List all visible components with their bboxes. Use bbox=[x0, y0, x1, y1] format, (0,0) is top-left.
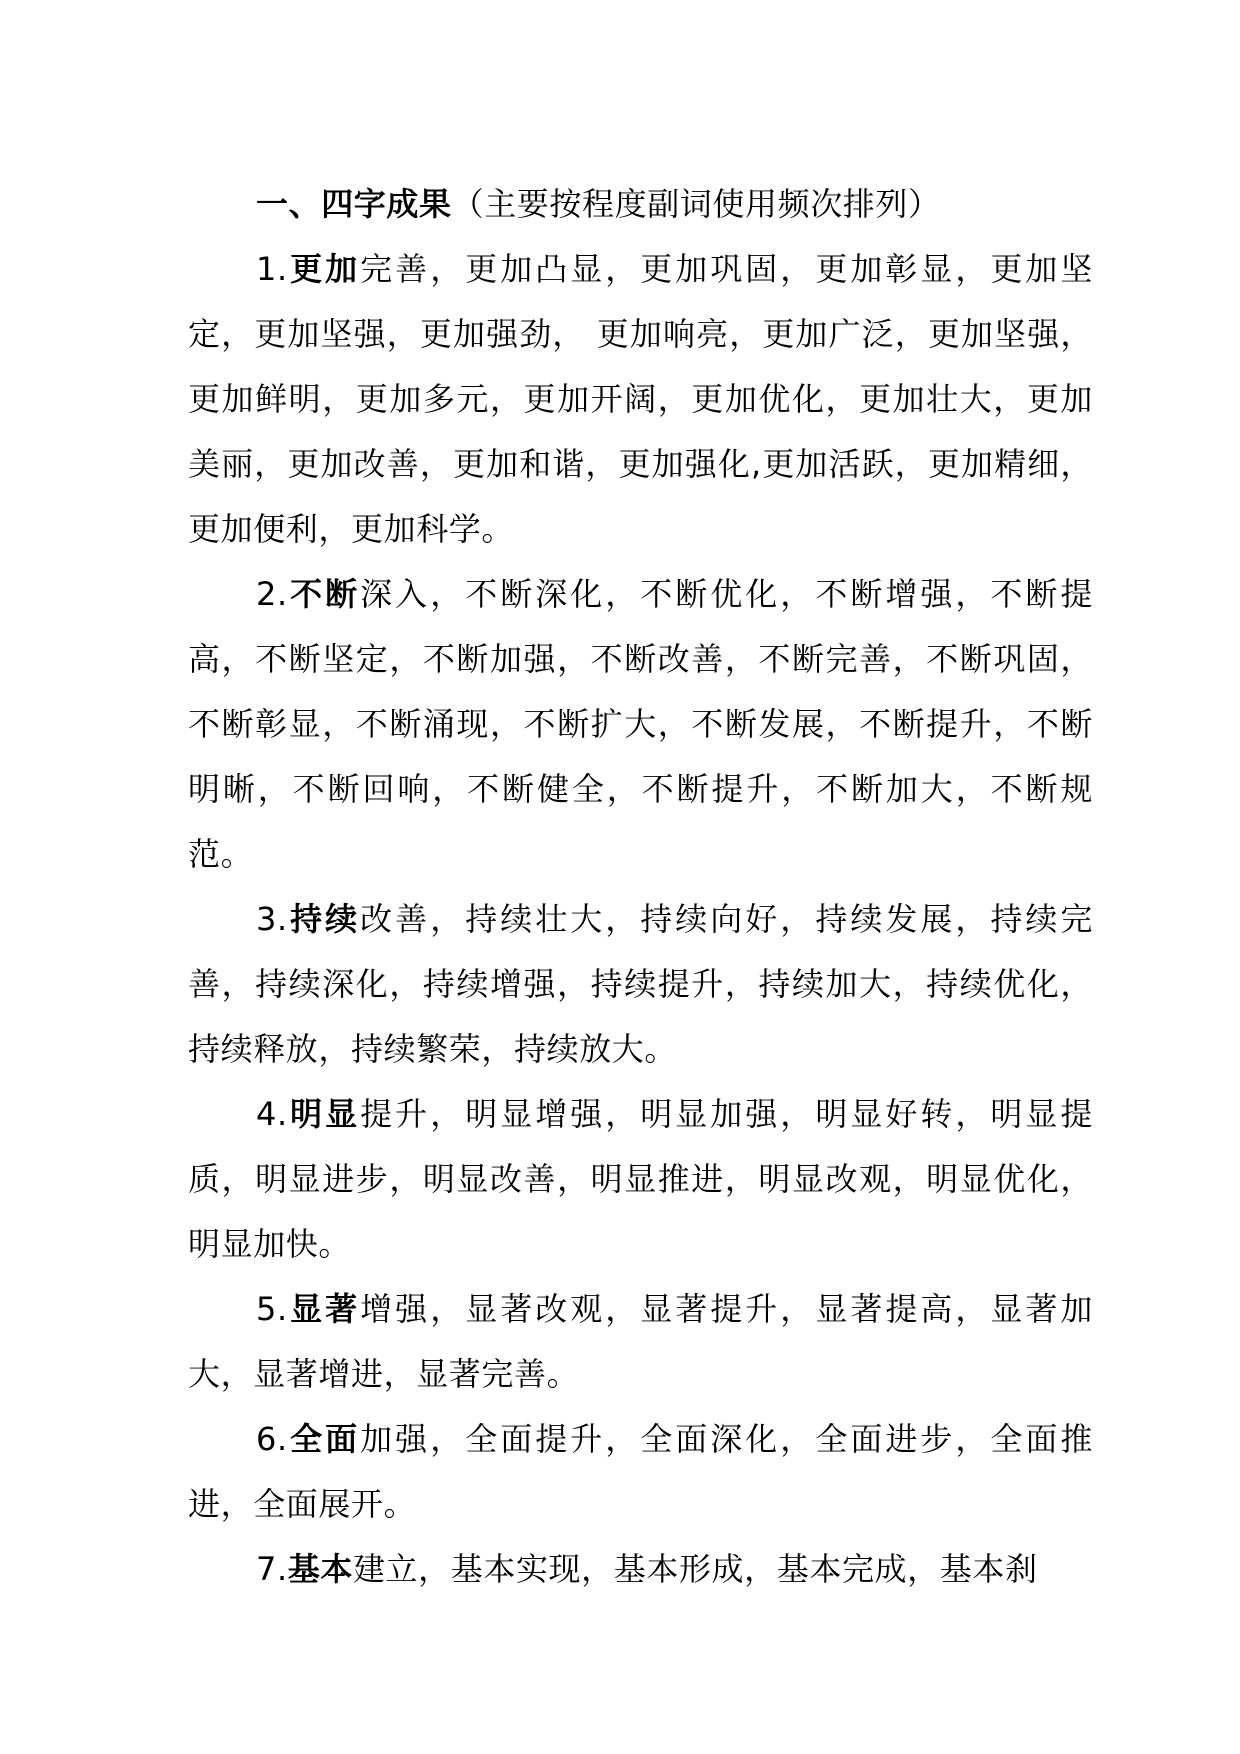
list-item bbox=[188, 237, 1093, 562]
item-keyword: 明显 bbox=[287, 1095, 361, 1133]
item-keyword: 基本 bbox=[287, 1550, 353, 1588]
item-keyword: 显著 bbox=[287, 1290, 361, 1328]
section-heading-note: （主要按程度副词使用频次排列） bbox=[451, 185, 941, 223]
section-heading bbox=[188, 172, 1093, 237]
item-keyword: 更加 bbox=[287, 250, 361, 288]
item-text: 提升，明显增强，明显加强，明显好转，明显提质，明显进步，明显改善，明显推进，明显改观，明显优化，明显加快。 bbox=[188, 1095, 1093, 1263]
section-heading-title: 一、四字成果 bbox=[256, 185, 452, 223]
list-item bbox=[188, 1537, 1093, 1602]
list-item bbox=[188, 1407, 1093, 1537]
list-item bbox=[188, 562, 1093, 887]
item-text: 建立，基本实现，基本形成，基本完成，基本刹 bbox=[352, 1550, 1038, 1588]
item-text: 加强，全面提升，全面深化，全面进步，全面推进，全面展开。 bbox=[188, 1420, 1093, 1523]
document-page bbox=[188, 172, 1093, 1602]
list-item bbox=[188, 1082, 1093, 1277]
item-text: 改善，持续壮大，持续向好，持续发展，持续完善，持续深化，持续增强，持续提升，持续加大，持续优化，持续释放，持续繁荣，持续放大。 bbox=[188, 900, 1093, 1068]
item-number: 4. bbox=[256, 1095, 288, 1133]
item-number: 2. bbox=[256, 575, 288, 613]
item-number: 7. bbox=[256, 1550, 288, 1588]
item-number: 3. bbox=[256, 900, 288, 938]
list-item bbox=[188, 1277, 1093, 1407]
item-text: 完善，更加凸显，更加巩固，更加彰显，更加坚定，更加坚强，更加强劲， 更加响亮，更加广泛，更加坚强，更加鲜明，更加多元，更加开阔，更加优化，更加壮大，更加美丽，更加改善，更加和谐，更加强化,更加活跃，更加精细，更加便利，更加科学。 bbox=[188, 250, 1093, 548]
item-text: 增强，显著改观，显著提升，显著提高，显著加大，显著增进，显著完善。 bbox=[188, 1290, 1093, 1393]
item-keyword: 持续 bbox=[287, 900, 361, 938]
item-keyword: 不断 bbox=[287, 575, 361, 613]
item-number: 1. bbox=[256, 250, 288, 288]
item-number: 6. bbox=[256, 1420, 288, 1458]
item-text: 深入，不断深化，不断优化，不断增强，不断提高，不断坚定，不断加强，不断改善，不断完善，不断巩固，不断彰显，不断涌现，不断扩大，不断发展，不断提升，不断明晰，不断回响，不断健全，不断提升，不断加大，不断规范。 bbox=[188, 575, 1093, 873]
item-keyword: 全面 bbox=[287, 1420, 361, 1458]
list-item bbox=[188, 887, 1093, 1082]
item-number: 5. bbox=[256, 1290, 288, 1328]
